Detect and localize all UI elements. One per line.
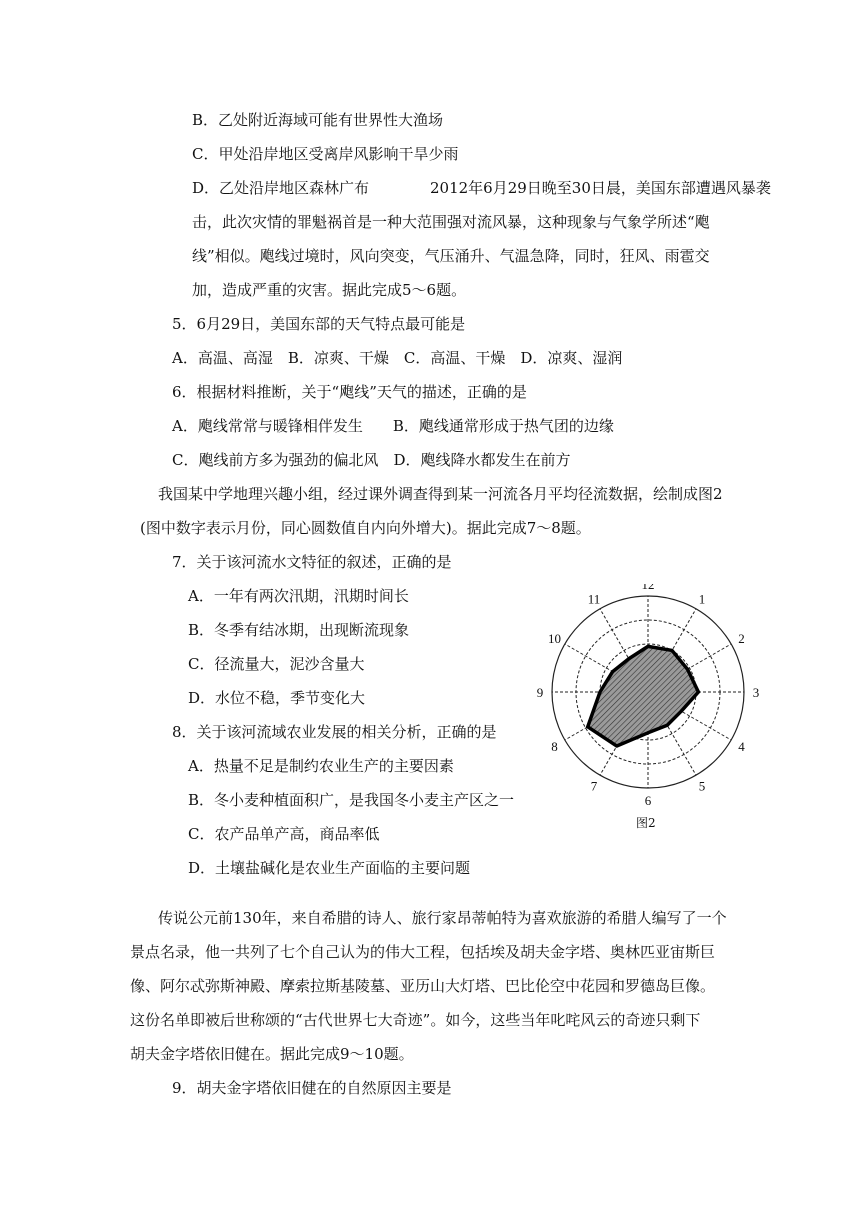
runoff-point-month-12 xyxy=(647,645,650,648)
runoff-radar-chart xyxy=(530,584,770,834)
q9-stem: 9．胡夫金字塔依旧健在的自然原因主要是 xyxy=(172,1079,452,1097)
runoff-point-month-8 xyxy=(586,725,589,728)
month-label-7: 7 xyxy=(590,778,598,794)
runoff-point-month-11 xyxy=(627,657,630,660)
q5-stem: 5．6月29日，美国东部的天气特点最可能是 xyxy=(172,315,466,333)
q7-option-b: B．冬季有结冰期，出现断流现象 xyxy=(188,621,410,639)
q8-option-b: B．冬小麦种植面积广，是我国冬小麦主产区之一 xyxy=(188,791,515,809)
month-label-1: 1 xyxy=(698,591,706,607)
passage-wonders-line-1: 传说公元前130年，来自希腊的诗人、旅行家昂蒂帕特为喜欢旅游的希腊人编写了一个 xyxy=(158,909,727,927)
month-label-11: 11 xyxy=(587,591,601,607)
q6-options-cd: C．飑线前方多为强劲的偏北风 D．飑线降水都发生在前方 xyxy=(172,451,571,469)
runoff-point-month-7 xyxy=(615,745,618,748)
passage-squall-line-3: 线”相似。飑线过境时，风向突变，气压涌升、气温急降，同时，狂风、雨雹交 xyxy=(192,247,710,265)
runoff-point-month-9 xyxy=(599,691,602,694)
runoff-point-month-3 xyxy=(697,691,700,694)
q8-option-d: D．土壤盐碱化是农业生产面临的主要问题 xyxy=(188,859,471,877)
runoff-point-month-10 xyxy=(611,670,614,673)
q7-option-d: D．水位不稳，季节变化大 xyxy=(188,689,366,707)
runoff-point-month-5 xyxy=(666,724,669,727)
passage-river-line-2: (图中数字表示月份，同心圆数值自内向外增大)。据此完成7～8题。 xyxy=(140,519,591,537)
q6-stem: 6．根据材料推断，关于“飑线”天气的描述，正确的是 xyxy=(172,383,527,401)
runoff-point-month-2 xyxy=(686,668,689,671)
runoff-radar-figure xyxy=(530,584,770,834)
q4-option-d: D．乙处沿岸地区森林广布 xyxy=(192,179,370,197)
q6-options-ab: A．飑线常常与暖锋相伴发生 B．飑线通常形成于热气团的边缘 xyxy=(172,417,614,435)
month-label-4: 4 xyxy=(738,739,745,754)
passage-wonders-line-4: 这份名单即被后世称颂的“古代世界七大奇迹”。如今，这些当年叱咤风云的奇迹只剩下 xyxy=(130,1011,701,1029)
q7-option-a: A．一年有两次汛期，汛期时间长 xyxy=(188,587,409,605)
passage-wonders-line-2: 景点名录，他一共列了七个自己认为的伟大工程，包括埃及胡夫金字塔、奥林匹亚宙斯巨 xyxy=(130,943,716,961)
q7-option-c: C．径流量大，泥沙含量大 xyxy=(188,655,365,673)
passage-wonders-line-3: 像、阿尔忒弥斯神殿、摩索拉斯基陵墓、亚历山大灯塔、巴比伦空中花园和罗德岛巨像。 xyxy=(130,977,716,995)
month-label-12: 12 xyxy=(641,584,655,592)
q7-stem: 7．关于该河流水文特征的叙述，正确的是 xyxy=(172,553,452,571)
passage-river-line-1: 我国某中学地理兴趣小组，经过课外调查得到某一河流各月平均径流数据，绘制成图2 xyxy=(158,485,723,503)
runoff-point-month-4 xyxy=(680,710,683,713)
month-label-6: 6 xyxy=(644,793,652,808)
passage-squall-line-4: 加，造成严重的灾害。据此完成5～6题。 xyxy=(192,281,467,299)
runoff-point-month-6 xyxy=(647,731,650,734)
passage-squall-line-1: 2012年6月29日晚至30日晨，美国东部遭遇风暴袭 xyxy=(430,179,771,197)
passage-squall-line-2: 击，此次灾情的罪魁祸首是一种大范围强对流风暴，这种现象与气象学所述“飑 xyxy=(192,213,710,231)
q5-options: A．高温、高湿 B．凉爽、干燥 C．高温、干燥 D．凉爽、湿润 xyxy=(172,349,623,367)
passage-wonders-line-5: 胡夫金字塔依旧健在。据此完成9～10题。 xyxy=(130,1045,414,1063)
month-label-3: 3 xyxy=(752,685,760,700)
runoff-polygon xyxy=(588,646,699,746)
q8-option-c: C．农产品单产高，商品率低 xyxy=(188,825,380,843)
month-label-5: 5 xyxy=(698,778,706,794)
figure-caption: 图2 xyxy=(636,816,656,830)
q8-option-a: A．热量不足是制约农业生产的主要因素 xyxy=(188,757,454,775)
month-label-2: 2 xyxy=(738,631,745,646)
q4-option-b: B．乙处附近海域可能有世界性大渔场 xyxy=(192,111,444,129)
runoff-point-month-1 xyxy=(671,649,674,652)
q4-option-c: C．甲处沿岸地区受离岸风影响干旱少雨 xyxy=(192,145,459,163)
month-label-9: 9 xyxy=(536,685,544,700)
month-label-8: 8 xyxy=(551,739,558,754)
q8-stem: 8．关于该河流域农业发展的相关分析，正确的是 xyxy=(172,723,497,741)
month-label-10: 10 xyxy=(547,631,561,646)
